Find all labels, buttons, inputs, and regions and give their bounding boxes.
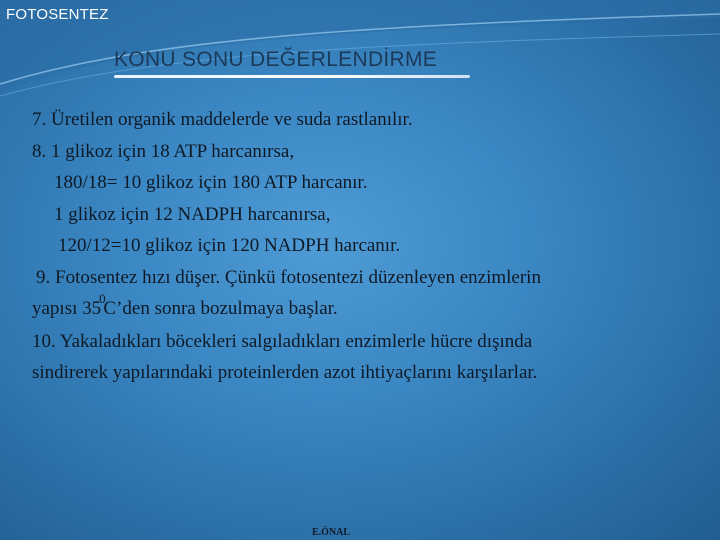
header-label: FOTOSENTEZ — [6, 6, 109, 23]
slide-title: KONU SONU DEĞERLENDİRME — [114, 48, 438, 71]
answer-line-8-calc-nadph: 120/12=10 glikoz için 120 NADPH harcanır. — [58, 235, 401, 256]
author-signature: E.ÖNAL — [312, 527, 351, 538]
slide-body — [32, 104, 692, 389]
answer-line-8-nadph: 1 glikoz için 12 NADPH harcanırsa, — [54, 203, 331, 225]
answer-line-8: 8. 1 glikoz için 18 ATP harcanırsa, — [32, 140, 295, 162]
title-underline — [114, 75, 470, 78]
temperature-text: yapısı 35 — [32, 298, 102, 319]
answer-line-10: 10. Yakaladıkları böcekleri salgıladıkları enzimlerle hücre dışında — [32, 330, 533, 352]
answer-line-9: 9. Fotosentez hızı düşer. Çünkü fotosentezi düzenleyen enzimlerin — [36, 266, 541, 288]
answer-line-10-continued: sindirerek yapılarındaki proteinlerden azot ihtiyaçlarını karşılarlar. — [32, 362, 538, 383]
temperature-suffix: C’den sonra bozulmaya başlar. — [103, 298, 338, 319]
answer-line-9-continued — [32, 293, 692, 326]
answer-line-8-calc-atp: 180/18= 10 glikoz için 180 ATP harcanır. — [54, 172, 368, 193]
answer-line-7: 7. Üretilen organik maddelerde ve suda rastlanılır. — [32, 109, 413, 130]
degree-mark: 0 — [99, 291, 106, 306]
